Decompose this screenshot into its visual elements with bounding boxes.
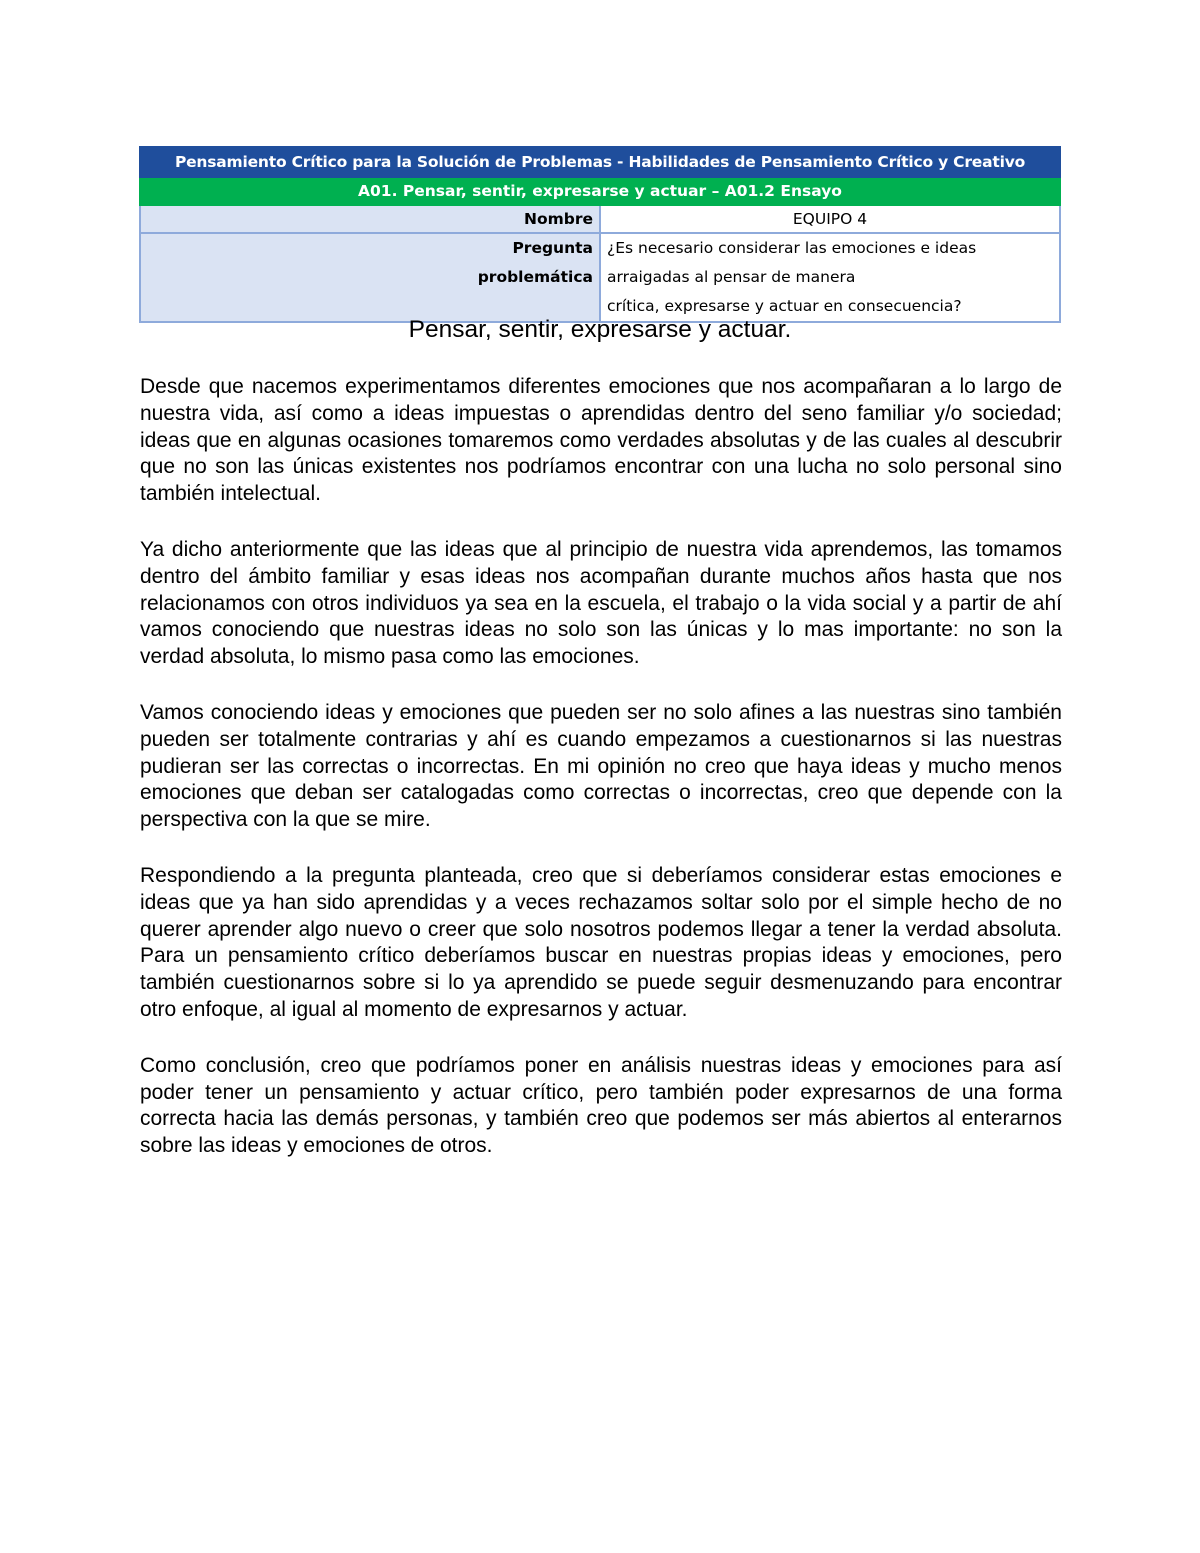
question-row (140, 233, 1060, 322)
course-title: Pensamiento Crítico para la Solución de Problemas - Habilidades de Pensamiento Crítico y Creativo (140, 147, 1060, 177)
document-body (140, 374, 1062, 1189)
name-value: EQUIPO 4 (600, 205, 1060, 233)
paragraph-2: Ya dicho anteriormente que las ideas que al principio de nuestra vida aprendemos, las tomamos dentro del ámbito familiar y esas ideas nos acompañan durante muchos años hasta que nos relacionamos con otros individuos ya sea en la escuela, el trabajo o la vida social y a partir de ahí vamos conociendo que nuestras ideas no solo son las únicas y lo mas importante: no son la verdad absoluta, lo mismo pasa como las emociones. (140, 537, 1062, 669)
paragraph-1: Desde que nacemos experimentamos diferentes emociones que nos acompañaran a lo largo de nuestra vida, así como a ideas impuestas o aprendidas dentro del seno familiar y/o sociedad; ideas que en algunas ocasiones tomaremos como verdades absolutas y de las cuales al descubrir que no son las únicas existentes nos podríamos encontrar con una lucha no solo personal sino también intelectual. (140, 375, 1062, 506)
name-label: Nombre (140, 205, 600, 233)
paragraph-4: Respondiendo a la pregunta planteada, creo que si deberíamos considerar estas emociones e ideas que ya han sido aprendidas y a veces rechazamos soltar solo por el simple hecho de no querer aprender algo nuevo o creer que solo nosotros podemos llegar a tener la verdad absoluta. Para un pensamiento crítico deberíamos buscar en nuestras propias ideas y emociones, pero también cuestionarnos sobre si lo ya aprendido se puede seguir desmenuzando para encontrar otro enfoque, al igual al momento de expresarnos y actuar. (140, 863, 1062, 1021)
activity-title: A01. Pensar, sentir, expresarse y actuar – A01.2 Ensayo (140, 177, 1060, 205)
document-title: Pensar, sentir, expresarse y actuar. (408, 316, 792, 343)
question-value (600, 233, 1060, 322)
question-label-line2: problemática (477, 268, 593, 286)
course-title-row (140, 147, 1060, 177)
question-label (140, 233, 600, 322)
question-label-line1: Pregunta (512, 239, 593, 257)
question-value-line2: crítica, expresarse y actuar en consecuencia? (607, 297, 962, 315)
header-table (139, 146, 1061, 323)
question-value-line1: ¿Es necesario considerar las emociones e ideas arraigadas al pensar de manera (607, 239, 977, 286)
name-row (140, 205, 1060, 233)
activity-title-row (140, 177, 1060, 205)
paragraph-3: Vamos conociendo ideas y emociones que pueden ser no solo afines a las nuestras sino también pueden ser totalmente contrarias y ahí es cuando empezamos a cuestionarnos si las nuestras pudieran ser las correctas o incorrectas. En mi opinión no creo que haya ideas y mucho menos emociones que deban ser catalogadas como correctas o incorrectas, creo que depende con la perspectiva con la que se mire. (140, 700, 1062, 832)
paragraph-5: Como conclusión, creo que podríamos poner en análisis nuestras ideas y emociones para así poder tener un pensamiento y actuar crítico, pero también poder expresarnos de una forma correcta hacia las demás personas, y también creo que podemos ser más abiertos al enterarnos sobre las ideas y emociones de otros. (140, 1053, 1062, 1158)
